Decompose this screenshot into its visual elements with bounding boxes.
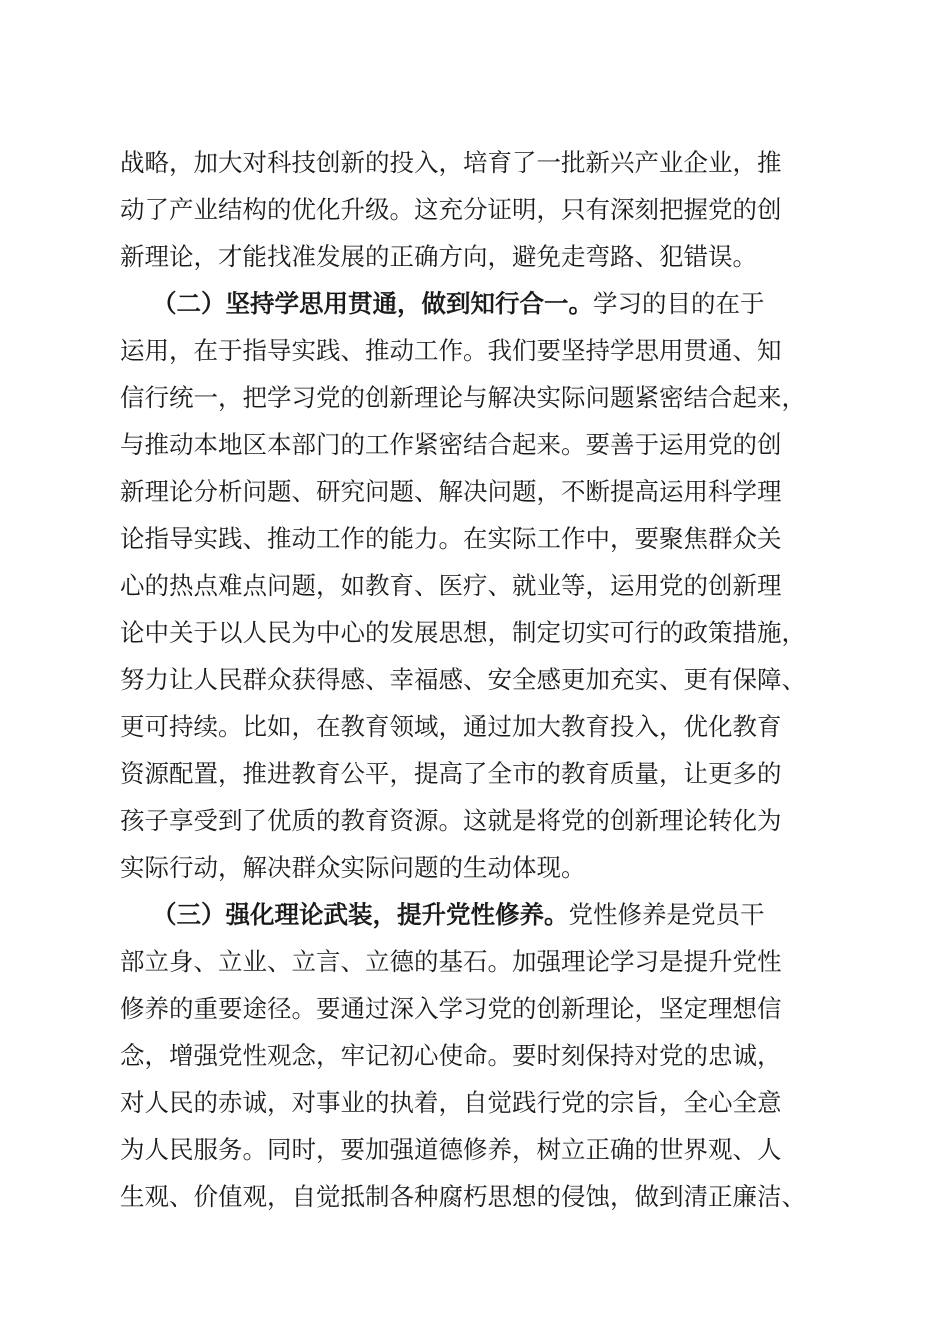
- line-text: 实际行动，解决群众实际问题的生动体现。: [120, 853, 586, 882]
- line-text: 新理论，才能找准发展的正确方向，避免走弯路、犯错误。: [120, 242, 757, 271]
- line-text: 资源配置，推进教育公平，提高了全市的教育质量，让更多的: [120, 759, 782, 788]
- text-line: [120, 616, 806, 650]
- line-text: 为人民服务。同时，要加强道德修养，树立正确的世界观、人: [120, 1135, 782, 1164]
- line-text: 党性修养是党员干: [568, 900, 765, 929]
- line-text: 论中关于以人民为中心的发展思想，制定切实可行的政策措施，: [120, 618, 806, 647]
- line-text: 与推动本地区本部门的工作紧密结合起来。要善于运用党的创: [120, 430, 782, 459]
- line-text: 孩子享受到了优质的教育资源。这就是将党的创新理论转化为: [120, 806, 782, 835]
- line-text: 部立身、立业、立言、立德的基石。加强理论学习是提升党性: [120, 947, 782, 976]
- text-line: [120, 475, 782, 509]
- text-line: [120, 334, 782, 368]
- text-line: [120, 146, 782, 180]
- text-line: [152, 287, 765, 321]
- line-text: 努力让人民群众获得感、幸福感、安全感更加充实、更有保障、: [120, 665, 806, 694]
- text-line: [120, 381, 806, 415]
- text-line: [120, 569, 782, 603]
- line-text: 修养的重要途径。要通过深入学习党的创新理论，坚定理想信: [120, 994, 782, 1023]
- text-line: [120, 240, 757, 274]
- text-line: [152, 898, 765, 932]
- line-text: 新理论分析问题、研究问题、解决问题，不断提高运用科学理: [120, 477, 782, 506]
- line-text: 学习的目的在于: [593, 289, 765, 318]
- text-line: [120, 193, 782, 227]
- text-line: [120, 428, 782, 462]
- text-line: [120, 804, 782, 838]
- text-line: [120, 851, 586, 885]
- text-line: [120, 1086, 782, 1120]
- text-line: [120, 522, 782, 556]
- section-heading-3: （三）强化理论武装，提升党性修养。: [152, 900, 569, 929]
- section-heading-2: （二）坚持学思用贯通，做到知行合一。: [152, 289, 593, 318]
- text-line: [120, 1039, 782, 1073]
- line-text: 信行统一，把学习党的创新理论与解决实际问题紧密结合起来，: [120, 383, 806, 412]
- line-text: 心的热点难点问题，如教育、医疗、就业等，运用党的创新理: [120, 571, 782, 600]
- text-line: [120, 757, 782, 791]
- line-text: 念，增强党性观念，牢记初心使命。要时刻保持对党的忠诚，: [120, 1041, 782, 1070]
- text-line: [120, 1133, 782, 1167]
- line-text: 更可持续。比如，在教育领域，通过加大教育投入，优化教育: [120, 712, 782, 741]
- text-line: [120, 945, 782, 979]
- line-text: 战略，加大对科技创新的投入，培育了一批新兴产业企业，推: [120, 148, 782, 177]
- line-text: 运用，在于指导实践、推动工作。我们要坚持学思用贯通、知: [120, 336, 782, 365]
- text-line: [120, 1180, 806, 1214]
- line-text: 对人民的赤诚，对事业的执着，自觉践行党的宗旨，全心全意: [120, 1088, 782, 1117]
- text-line: [120, 663, 806, 697]
- line-text: 动了产业结构的优化升级。这充分证明，只有深刻把握党的创: [120, 195, 782, 224]
- line-text: 生观、价值观，自觉抵制各种腐朽思想的侵蚀，做到清正廉洁、: [120, 1182, 806, 1211]
- text-line: [120, 992, 782, 1026]
- text-line: [120, 710, 782, 744]
- line-text: 论指导实践、推动工作的能力。在实际工作中，要聚焦群众关: [120, 524, 782, 553]
